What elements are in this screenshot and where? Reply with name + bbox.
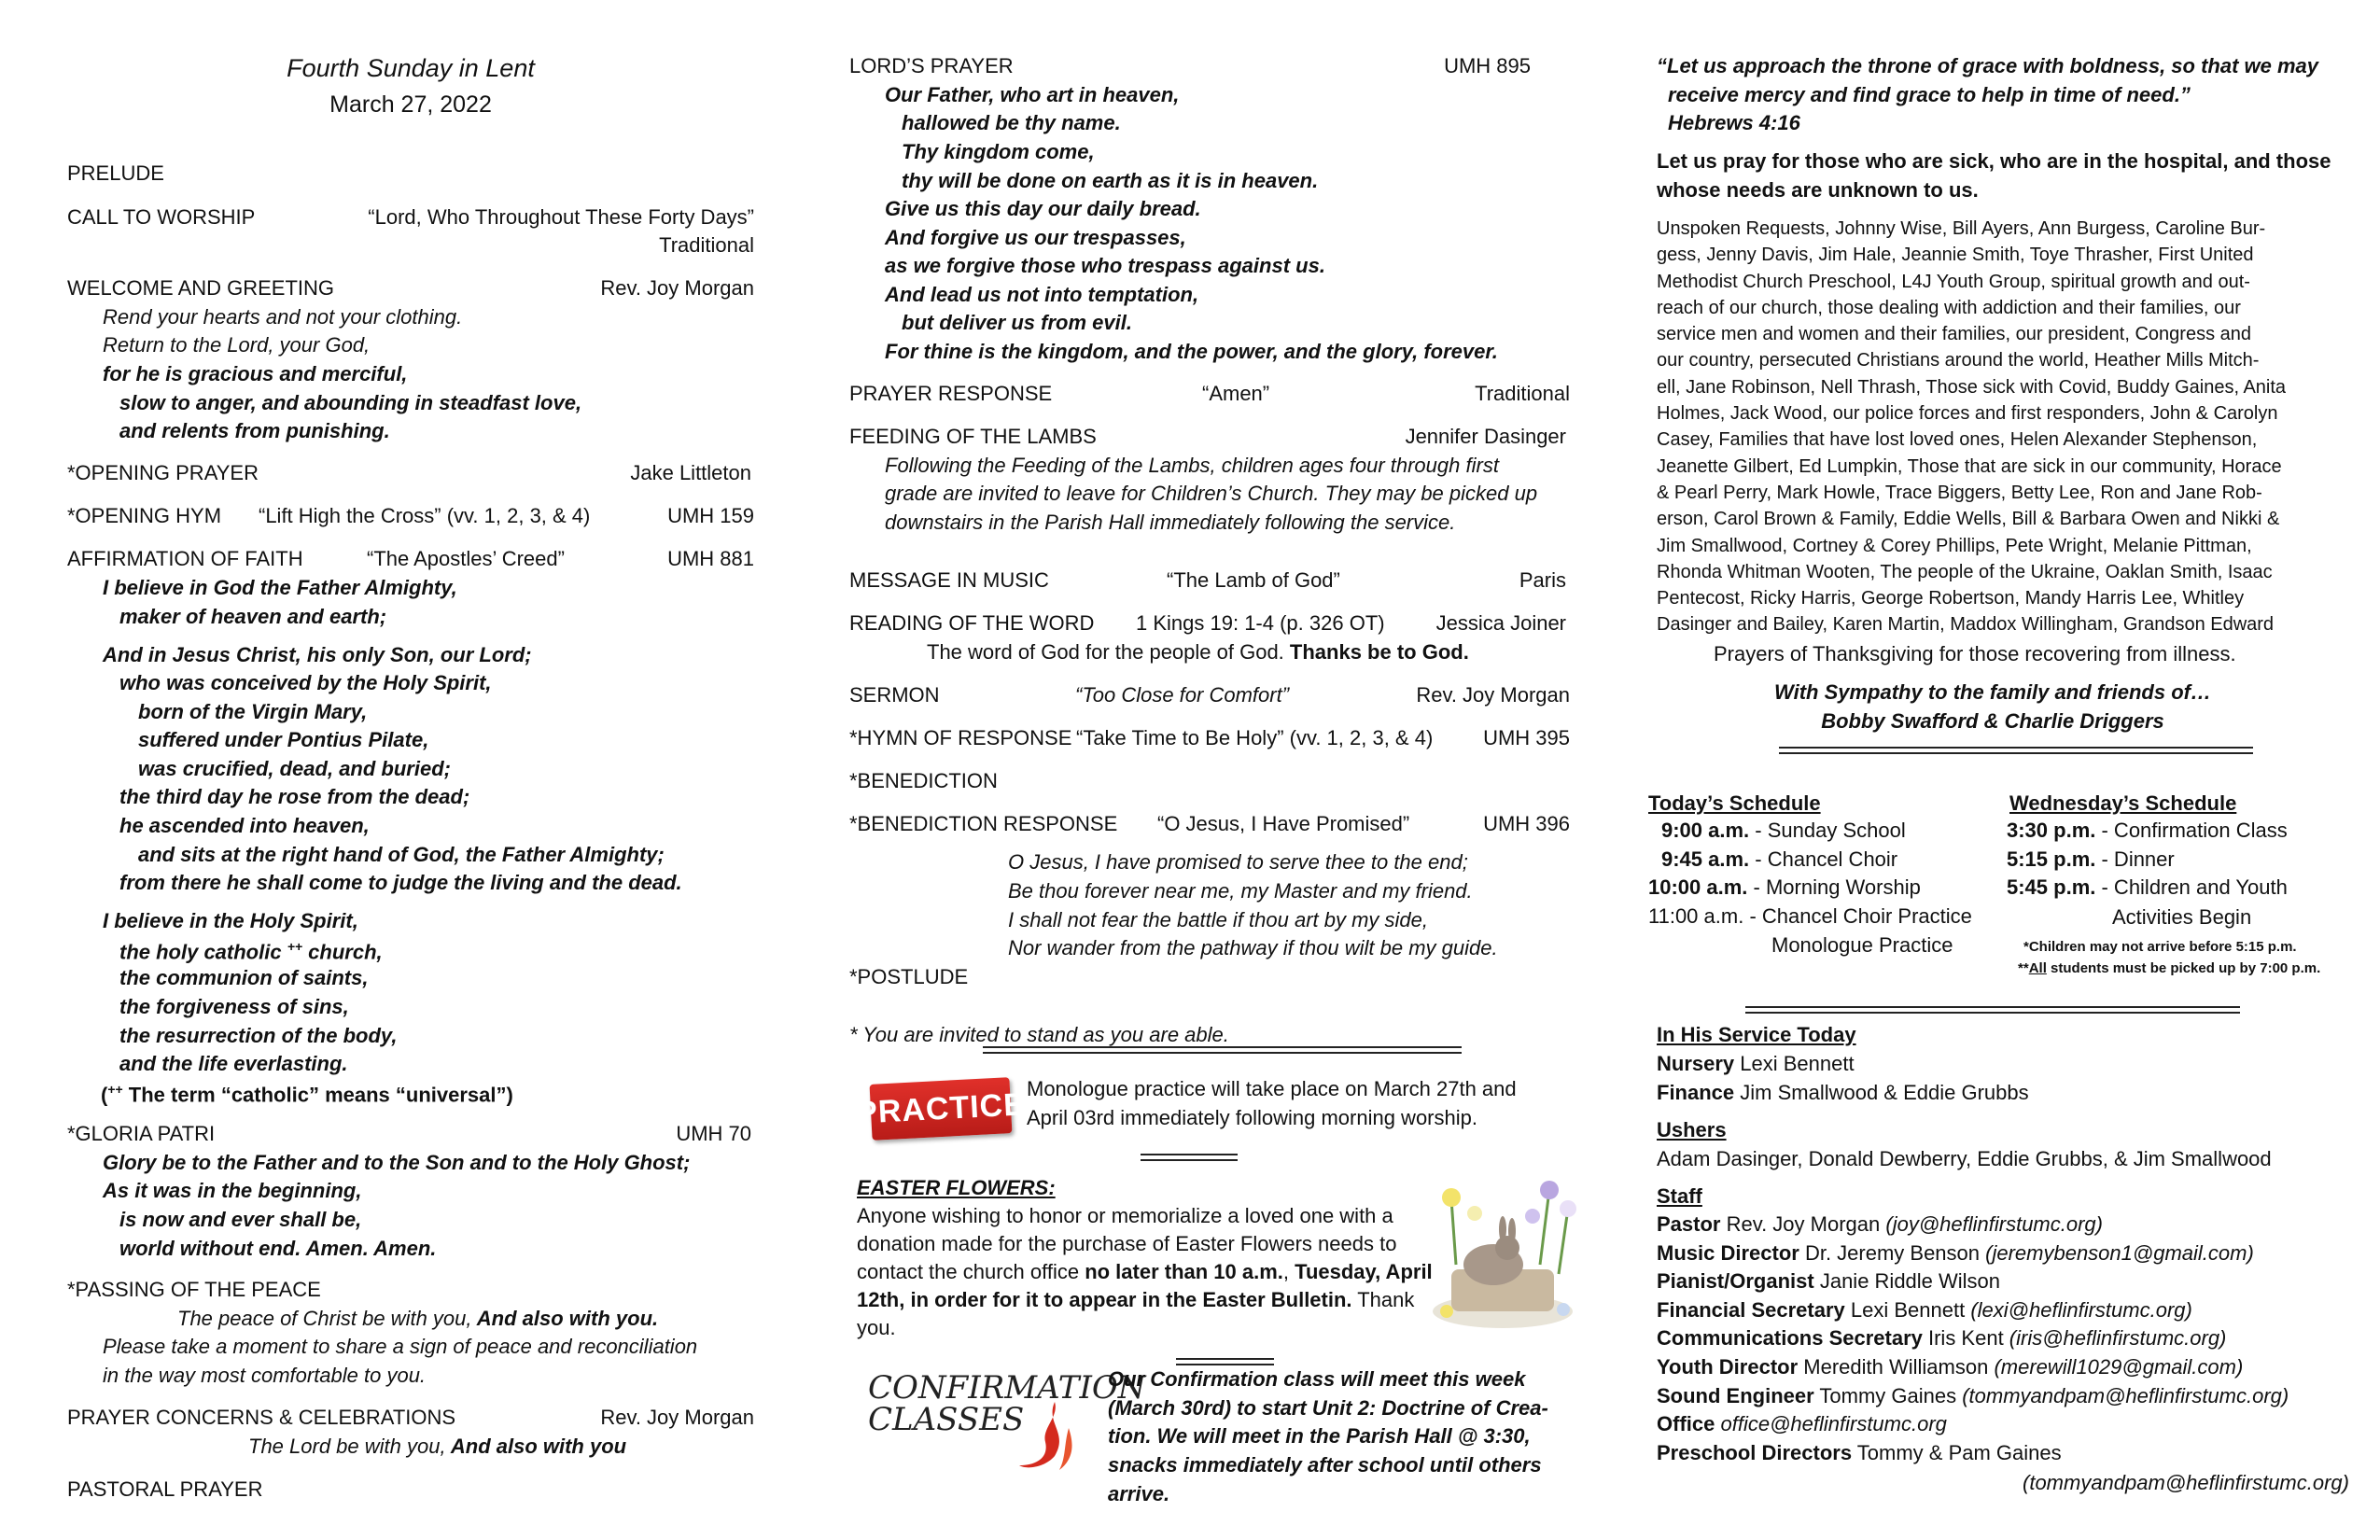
gloria-line: is now and ever shall be, [119,1208,362,1231]
concerns-greeting: The Lord be with you, And also with you [248,1435,627,1458]
schedule-row [2007,874,2288,903]
creed-line: suffered under Pontius Pilate, [138,728,429,751]
welcome-response: and relents from punishing. [119,419,390,442]
lords-prayer-line: as we forgive those who trespass against us. [885,254,1325,277]
prayer-name-line: & Pearl Perry, Mark Howle, Trace Biggers, Betty Lee, Ron and Jane Rob- [1657,482,2262,503]
creed-line: I believe in God the Father Almighty, [103,576,457,599]
sermon-title: “Too Close for Comfort” [1075,683,1290,707]
benediction-response-label: *BENEDICTION RESPONSE [849,812,1118,835]
prayer-name-line: Unspoken Requests, Johnny Wise, Bill Ayers, Ann Burgess, Caroline Bur- [1657,218,2266,239]
staff-name: Tommy Gaines [1813,1383,1963,1407]
stand-note: * You are invited to stand as you are able. [849,1023,1229,1046]
feeding-lambs-line: grade are invited to leave for Children’s Church. They may be picked up [885,482,1538,505]
benediction-response-number: UMH 396 [1483,812,1570,835]
creed-line: the forgiveness of sins, [119,995,349,1018]
prayer-name-line: Casey, Families that have lost loved ones, Helen Alexander Stephenson, [1657,429,2258,451]
prayer-name-line: ell, Jane Robinson, Nell Thrash, Those sick with Covid, Buddy Gaines, Anita [1657,376,2287,398]
reading-reader: Jessica Joiner [1435,611,1566,635]
sympathy-line: With Sympathy to the family and friends of… [1774,680,2211,704]
feeding-lambs-line: Following the Feeding of the Lambs, children ages four through first [885,454,1499,477]
welcome-line: Return to the Lord, your God, [103,333,371,357]
creed-line: was crucified, dead, and buried; [138,757,451,780]
creed-line: the resurrection of the body, [119,1024,398,1047]
opening-hymn-number: UMH 159 [667,504,754,527]
opening-hymn-label: *OPENING HYM [67,504,222,527]
nursery-row: Nursery Lexi Bennett [1657,1052,1855,1075]
prayer-response-label: PRAYER RESPONSE [849,382,1053,405]
staff-name: Rev. Joy Morgan [1720,1212,1886,1236]
sermon-leader: Rev. Joy Morgan [1416,683,1570,707]
thanksgiving-line: Prayers of Thanksgiving for those recovering from illness. [1714,642,2236,665]
welcome-response: slow to anger, and abounding in steadfast love, [119,391,582,414]
finance-row: Finance Jim Smallwood & Eddie Grubbs [1657,1081,2029,1104]
schedule-event: - Dinner [2095,847,2175,871]
staff-row [1657,1239,2289,1268]
prelude-label: PRELUDE [67,161,164,185]
prayer-list-heading: Let us pray for those who are sick, who are in the hospital, and those [1657,149,2331,173]
easter-line: 12th, in order for it to appear in the Easter Bulletin. Thank [857,1288,1415,1311]
confirmation-line: snacks immediately after school until others [1108,1453,1542,1477]
welcome-line: Rend your hearts and not your clothing. [103,305,463,329]
creed-line: the holy catholic ++ church, [119,939,383,964]
schedule-row [1648,874,1972,903]
staff-role: Communications Secretary [1657,1326,1923,1351]
schedule-row [1648,903,1972,931]
opening-hymn-title: “Lift High the Cross” (vv. 1, 2, 3, & 4) [259,504,591,527]
today-schedule-list [1648,817,1972,931]
staff-role: Office [1657,1412,1715,1436]
divider [1141,1154,1238,1161]
lords-prayer-line: Our Father, who art in heaven, [885,83,1180,106]
schedule-row [1648,817,1972,846]
pastoral-prayer-label: PASTORAL PRAYER [67,1477,263,1501]
staff-name: Lexi Bennett [1844,1297,1971,1322]
confirmation-line: (March 30rd) to start Unit 2: Doctrine of Crea- [1108,1396,1548,1420]
gloria-line: world without end. Amen. Amen. [119,1237,437,1260]
lords-prayer-label: LORD’S PRAYER [849,54,1014,77]
staff-row [1657,1410,2289,1439]
easter-line: donation made for the purchase of Easter Flowers needs to [857,1232,1397,1255]
confirmation-classes-logo: CONFIRMATION CLASSES [868,1369,1146,1438]
divider [983,1046,1462,1054]
staff-name: Janie Riddle Wilson [1813,1269,2001,1294]
schedule-event: - Chancel Choir Practice [1743,903,1972,928]
prayer-name-line: our country, persecuted Christians around the world, Heather Mills Mitch- [1657,350,2260,371]
today-schedule-title: Today’s Schedule [1648,791,1821,815]
easter-line: you. [857,1316,896,1339]
creed-line: the communion of saints, [119,966,369,989]
staff-email: (jeremybenson1@gmail.com) [1985,1240,2254,1265]
postlude-label: *POSTLUDE [849,965,969,988]
staff-email: (merewill1029@gmail.com) [1994,1354,2244,1379]
creed-footnote: (++ The term “catholic” means “universal”) [101,1082,513,1107]
staff-role: Sound Engineer [1657,1383,1814,1407]
gloria-label: *GLORIA PATRI [67,1122,216,1145]
staff-title: Staff [1657,1184,1702,1208]
message-music-title: “The Lamb of God” [1167,568,1340,592]
staff-row [1657,1296,2289,1325]
gloria-line: As it was in the beginning, [103,1179,362,1202]
confirmation-line: Our Confirmation class will meet this week [1108,1367,1526,1391]
welcome-leader: Rev. Joy Morgan [600,276,754,300]
easter-line: contact the church office no later than 10 a.m., Tuesday, April [857,1260,1433,1283]
scripture-quote: receive mercy and find grace to help in time of need.” [1668,83,2191,106]
prayer-name-line: service men and women and their families, our president, Congress and [1657,324,2251,345]
wednesday-note: **All students must be picked up by 7:00 p.m. [2018,960,2321,976]
service-title: Fourth Sunday in Lent [287,54,535,82]
creed-line: he ascended into heaven, [119,814,370,837]
message-music-label: MESSAGE IN MUSIC [849,568,1049,592]
hymn-response-label: *HYMN OF RESPONSE [849,726,1072,749]
lords-prayer-line: And lead us not into temptation, [885,283,1199,306]
creed-line: the third day he rose from the dead; [119,785,470,808]
wednesday-schedule-extra: Activities Begin [2112,905,2252,929]
prayer-name-line: erson, Carol Brown & Family, Eddie Wells, Bill & Barbara Owen and Nikki & [1657,509,2280,530]
schedule-time: 9:00 a.m. [1661,819,1750,842]
today-schedule-extra: Monologue Practice [1771,933,1953,957]
schedule-time: 11:00 a.m. [1648,903,1744,928]
call-to-worship-label: CALL TO WORSHIP [67,205,256,229]
hymn-verse-line: Be thou forever near me, my Master and my friend. [1008,879,1473,903]
wednesday-schedule-list [2007,817,2288,903]
staff-email: (joy@heflinfirstumc.org) [1885,1212,2103,1236]
sympathy-names: Bobby Swafford & Charlie Driggers [1821,709,2164,733]
prayer-name-line: Jim Smallwood, Cortney & Corey Phillips, Pete Wright, Melanie Pittman, [1657,535,2252,556]
creed-line: and the life everlasting. [119,1052,348,1075]
schedule-event: - Confirmation Class [2095,819,2288,842]
staff-role: Pianist/Organist [1657,1269,1814,1294]
opening-prayer-label: *OPENING PRAYER [67,461,259,484]
preschool-email: (tommyandpam@heflinfirstumc.org) [2023,1471,2349,1494]
practice-line: Monologue practice will take place on March 27th and [1027,1077,1517,1100]
reading-response: The word of God for the people of God. Thanks be to God. [927,640,1469,664]
benediction-label: *BENEDICTION [849,769,998,792]
hymn-response-number: UMH 395 [1483,726,1570,749]
concerns-leader: Rev. Joy Morgan [600,1406,754,1429]
affirmation-title: “The Apostles’ Creed” [367,547,565,570]
sermon-label: SERMON [849,683,940,707]
feeding-lambs-label: FEEDING OF THE LAMBS [849,425,1097,448]
creed-line: I believe in the Holy Spirit, [103,909,358,932]
creed-line: And in Jesus Christ, his only Son, our Lord; [103,643,532,666]
schedule-event: - Morning Worship [1747,875,1921,899]
peace-line: Please take a moment to share a sign of peace and reconciliation [103,1335,698,1358]
staff-email: (tommyandpam@heflinfirstumc.org) [1962,1383,2289,1407]
ushers-title: Ushers [1657,1118,1727,1141]
divider [1779,747,2253,754]
flame-icon [1017,1400,1083,1475]
easter-flowers-illustration [1428,1171,1577,1335]
schedule-event: - Chancel Choir [1749,847,1898,871]
schedule-time: 9:45 a.m. [1661,847,1750,871]
hymn-verse-line: O Jesus, I have promised to serve thee to the end; [1008,850,1468,874]
schedule-time: 3:30 p.m. [2007,819,2096,842]
call-to-worship-title: “Lord, Who Throughout These Forty Days” [368,205,754,229]
prayer-list-names [1657,216,2286,638]
lords-prayer-line: And forgive us our trespasses, [885,226,1186,249]
lords-prayer-line: but deliver us from evil. [902,311,1132,334]
prayer-name-line: Dasinger and Bailey, Karen Martin, Maddox Willingham, Grandson Edward [1657,614,2275,636]
staff-role: Pastor [1657,1212,1721,1236]
staff-name: Iris Kent [1922,1326,2009,1351]
in-his-service-title: In His Service Today [1657,1023,1856,1046]
hymn-verse-line: Nor wander from the pathway if thou wilt be my guide. [1008,936,1498,959]
staff-row [1657,1382,2289,1411]
affirmation-number: UMH 881 [667,547,754,570]
welcome-label: WELCOME AND GREETING [67,276,335,300]
creed-line: born of the Virgin Mary, [138,700,368,723]
message-music-composer: Paris [1519,568,1566,592]
lords-prayer-number: UMH 895 [1444,54,1531,77]
prayer-list-heading: whose needs are unknown to us. [1657,178,1979,202]
wednesday-schedule-title: Wednesday’s Schedule [2009,791,2237,815]
staff-list [1657,1211,2289,1467]
schedule-event: - Sunday School [1749,819,1906,842]
staff-role: Preschool Directors [1657,1440,1853,1464]
prayer-response-tune: Traditional [1475,382,1570,405]
reading-reference: 1 Kings 19: 1-4 (p. 326 OT) [1136,611,1385,635]
peace-line: in the way most comfortable to you. [103,1364,427,1387]
staff-email: (iris@heflinfirstumc.org) [2009,1326,2227,1351]
scripture-reference: Hebrews 4:16 [1668,111,1800,134]
gloria-number: UMH 70 [676,1122,751,1145]
staff-row [1657,1267,2289,1296]
lords-prayer-line: thy will be done on earth as it is in heaven. [902,169,1319,192]
peace-label: *PASSING OF THE PEACE [67,1278,321,1301]
ushers-names: Adam Dasinger, Donald Dewberry, Eddie Grubbs, & Jim Smallwood [1657,1147,2272,1170]
feeding-lambs-line: downstairs in the Parish Hall immediately following the service. [885,511,1456,534]
prayer-name-line: Holmes, Jack Wood, our police forces and first responders, John & Carolyn [1657,403,2278,425]
opening-prayer-leader: Jake Littleton [630,461,751,484]
affirmation-label: AFFIRMATION OF FAITH [67,547,303,570]
schedule-time: 5:45 p.m. [2007,875,2096,899]
staff-row [1657,1211,2289,1239]
scripture-quote: “Let us approach the throne of grace with boldness, so that we may [1657,54,2319,77]
creed-line: who was conceived by the Holy Spirit, [119,671,492,694]
wednesday-note: *Children may not arrive before 5:15 p.m. [2023,939,2297,955]
confirmation-line: arrive. [1108,1482,1170,1505]
divider [1176,1358,1274,1365]
hymn-response-title: “Take Time to Be Holy” (vv. 1, 2, 3, & 4) [1076,726,1434,749]
welcome-response: for he is gracious and merciful, [103,362,408,385]
easter-flowers-title: EASTER FLOWERS: [857,1176,1056,1199]
staff-email: office@heflinfirstumc.org [1720,1412,1947,1436]
practice-badge: PRACTICE [870,1077,1013,1141]
schedule-time: 10:00 a.m. [1648,875,1748,899]
schedule-row [2007,817,2288,846]
divider [1745,1006,2240,1014]
staff-role: Financial Secretary [1657,1297,1845,1322]
staff-row [1657,1353,2289,1382]
hymn-verse-line: I shall not fear the battle if thou art by my side, [1008,908,1429,931]
confirmation-line: tion. We will meet in the Parish Hall @ 3:30, [1108,1424,1531,1448]
creed-line: and sits at the right hand of God, the Father Almighty; [138,843,665,866]
schedule-row [1648,846,1972,875]
staff-name: Dr. Jeremy Benson [1799,1240,1986,1265]
staff-email: (lexi@heflinfirstumc.org) [1970,1297,2192,1322]
prayer-name-line: Pentecost, Ricky Harris, George Robertson, Mandy Harris Lee, Whitley [1657,588,2245,609]
practice-line: April 03rd immediately following morning worship. [1027,1106,1477,1129]
peace-greeting: The peace of Christ be with you, And also with you. [177,1307,659,1330]
prayer-name-line: Rhonda Whitman Wooten, The people of the Ukraine, Oaklan Smith, Isaac [1657,561,2273,582]
prayer-response-title: “Amen” [1202,382,1270,405]
schedule-event: - Children and Youth [2095,875,2288,899]
prayer-name-line: reach of our church, those dealing with addiction and their families, our [1657,297,2241,318]
concerns-label: PRAYER CONCERNS & CELEBRATIONS [67,1406,456,1429]
prayer-name-line: gess, Jenny Davis, Jim Hale, Jeannie Smith, Toye Thrasher, First United [1657,245,2254,266]
schedule-row [2007,846,2288,875]
staff-name: Meredith Williamson [1798,1354,1995,1379]
lords-prayer-line: hallowed be thy name. [902,111,1121,134]
service-date: March 27, 2022 [329,91,492,118]
staff-role: Youth Director [1657,1354,1799,1379]
prayer-name-line: Methodist Church Preschool, L4J Youth Group, spiritual growth and out- [1657,271,2250,292]
lords-prayer-line: Thy kingdom come, [902,140,1095,163]
creed-line: maker of heaven and earth; [119,605,387,628]
staff-name: Tommy & Pam Gaines [1852,1440,2062,1464]
staff-row [1657,1324,2289,1353]
schedule-time: 5:15 p.m. [2007,847,2096,871]
call-to-worship-tune: Traditional [659,233,754,257]
reading-label: READING OF THE WORD [849,611,1095,635]
staff-row [1657,1439,2289,1468]
creed-line: from there he shall come to judge the living and the dead. [119,871,682,894]
benediction-response-title: “O Jesus, I Have Promised” [1157,812,1410,835]
lords-prayer-line: Give us this day our daily bread. [885,197,1201,220]
gloria-line: Glory be to the Father and to the Son and to the Holy Ghost; [103,1151,691,1174]
feeding-lambs-leader: Jennifer Dasinger [1405,425,1566,448]
easter-line: Anyone wishing to honor or memorialize a loved one with a [857,1204,1393,1227]
lords-prayer-line: For thine is the kingdom, and the power, and the glory, forever. [885,340,1498,363]
staff-role: Music Director [1657,1240,1799,1265]
prayer-name-line: Jeanette Gilbert, Ed Lumpkin, Those that are sick in our community, Horace [1657,455,2282,477]
